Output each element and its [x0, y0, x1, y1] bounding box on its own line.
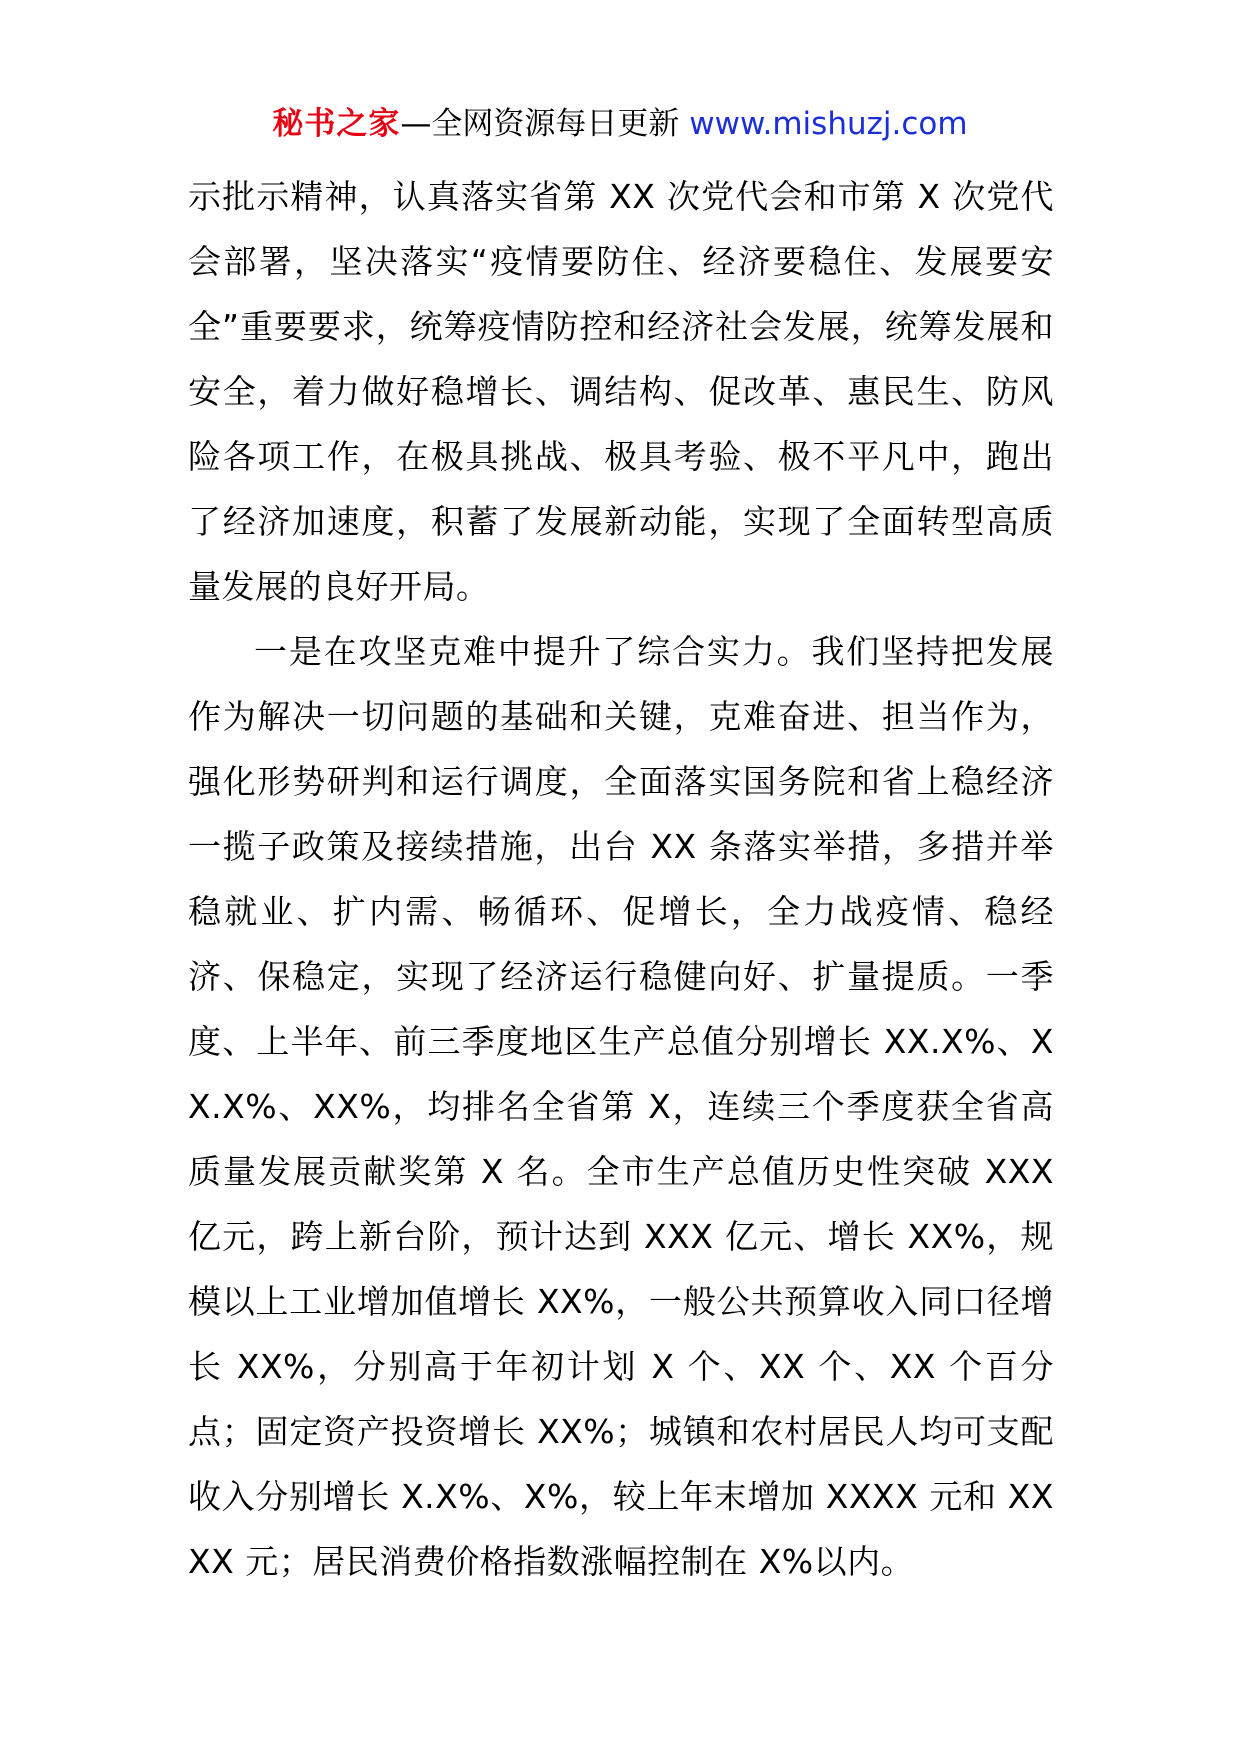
site-url-link[interactable]: www.mishuzj.com [689, 106, 968, 142]
paragraph-continuation: 示批示精神，认真落实省第 XX 次党代会和市第 X 次党代会部署，坚决落实“疫情要防住、经济要稳住、发展要安全”重要要求，统筹疫情防控和经济社会发展，统筹发展和安全，着力做好稳增长、调结构、促改革、惠民生、防风险各项工作，在极具挑战、极具考验、极不平凡中，跑出了经济加速度，积蓄了发展新动能，实现了全面转型高质量发展的良好开局。 [188, 177, 1054, 606]
brand-name: 秘书之家 [272, 106, 401, 142]
document-body [188, 164, 1054, 1594]
header-tagline: —全网资源每日更新 [400, 106, 680, 142]
site-header [0, 104, 1240, 144]
paragraph-comprehensive-strength: 一是在攻坚克难中提升了综合实力。我们坚持把发展作为解决一切问题的基础和关键，克难奋进、担当作为，强化形势研判和运行调度，全面落实国务院和省上稳经济一揽子政策及接续措施，出台 XX 条落实举措，多措并举稳就业、扩内需、畅循环、促增长，全力战疫情、稳经济、保稳定，实现了经济运行稳健向好、扩量提质。一季度、上半年、前三季度地区生产总值分别增长 XX.X%、XX.X%、XX%，均排名全省第 X，连续三个季度获全省高质量发展贡献奖第 X 名。全市生产总值历史性突破 XXX 亿元，跨上新台阶，预计达到 XXX 亿元、增长 XX%，规模以上工业增加值增长 XX%，一般公共预算收入同口径增长 XX%，分别高于年初计划 X 个、XX 个、XX 个百分点；固定资产投资增长 XX%；城镇和农村居民人均可支配收入分别增长 X.X%、X%，较上年末增加 XXXX 元和 XXXX 元；居民消费价格指数涨幅控制在 X%以内。 [188, 632, 1054, 1581]
